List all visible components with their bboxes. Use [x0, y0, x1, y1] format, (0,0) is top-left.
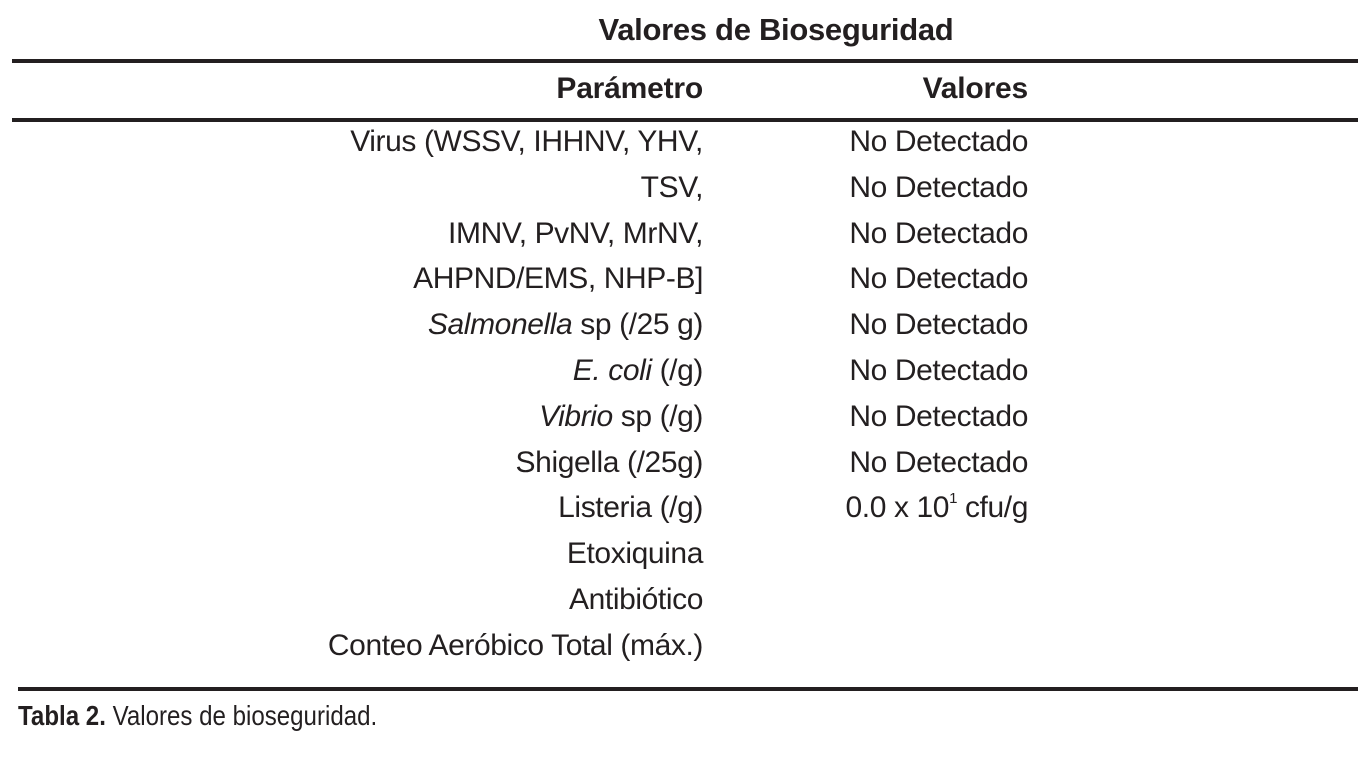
parameter-cell: TSV,: [640, 170, 703, 204]
table-row: [0, 171, 1358, 217]
parameter-cell: Antibiótico: [568, 582, 703, 616]
table-row: [0, 583, 1358, 629]
value-cell: No Detectado: [849, 353, 1028, 387]
parameter-cell: Listeria (/g): [558, 491, 703, 525]
table-row: [0, 537, 1358, 583]
value-cell: No Detectado: [849, 399, 1028, 433]
table-row: [0, 262, 1358, 308]
value-cell: No Detectado: [849, 308, 1028, 342]
top-rule: [12, 59, 1358, 63]
parameter-cell: E. coli (/g): [572, 353, 703, 387]
parameter-cell: Etoxiquina: [566, 537, 703, 571]
table-row: [0, 125, 1358, 171]
table-row: [0, 491, 1358, 537]
table-row: [0, 308, 1358, 354]
caption-label: Tabla 2.: [18, 700, 106, 731]
table-caption: [18, 700, 377, 732]
table-row: [0, 354, 1358, 400]
table-row: [0, 400, 1358, 446]
header-value: Valores: [922, 72, 1028, 105]
value-cell: No Detectado: [849, 216, 1028, 250]
table-row: [0, 446, 1358, 492]
parameter-cell: Shigella (/25g): [515, 445, 703, 479]
parameter-cell: AHPND/EMS, NHP-B]: [413, 262, 703, 296]
table-body: [0, 125, 1358, 675]
caption-text: Valores de bioseguridad.: [105, 700, 378, 731]
header-parameter: Parámetro: [556, 72, 703, 105]
header-rule: [12, 118, 1358, 122]
parameter-cell: Virus (WSSV, IHHNV, YHV,: [350, 125, 703, 158]
parameter-cell: IMNV, PvNV, MrNV,: [448, 216, 703, 250]
table-row: [0, 217, 1358, 263]
value-cell: 0.0 x $10^1$ cfu/g: [845, 490, 1028, 525]
table-row: [0, 629, 1358, 675]
parameter-cell: Vibrio sp (/g): [539, 399, 703, 433]
value-cell: No Detectado: [849, 262, 1028, 296]
value-cell: No Detectado: [849, 445, 1028, 479]
parameter-cell: Conteo Aeróbico Total (máx.): [327, 628, 703, 662]
bottom-rule: [18, 687, 1358, 691]
parameter-cell: Salmonella sp (/25 g): [427, 308, 703, 342]
value-cell: No Detectado: [849, 125, 1028, 158]
value-cell: No Detectado: [849, 170, 1028, 204]
table-title: Valores de Bioseguridad: [598, 12, 954, 47]
